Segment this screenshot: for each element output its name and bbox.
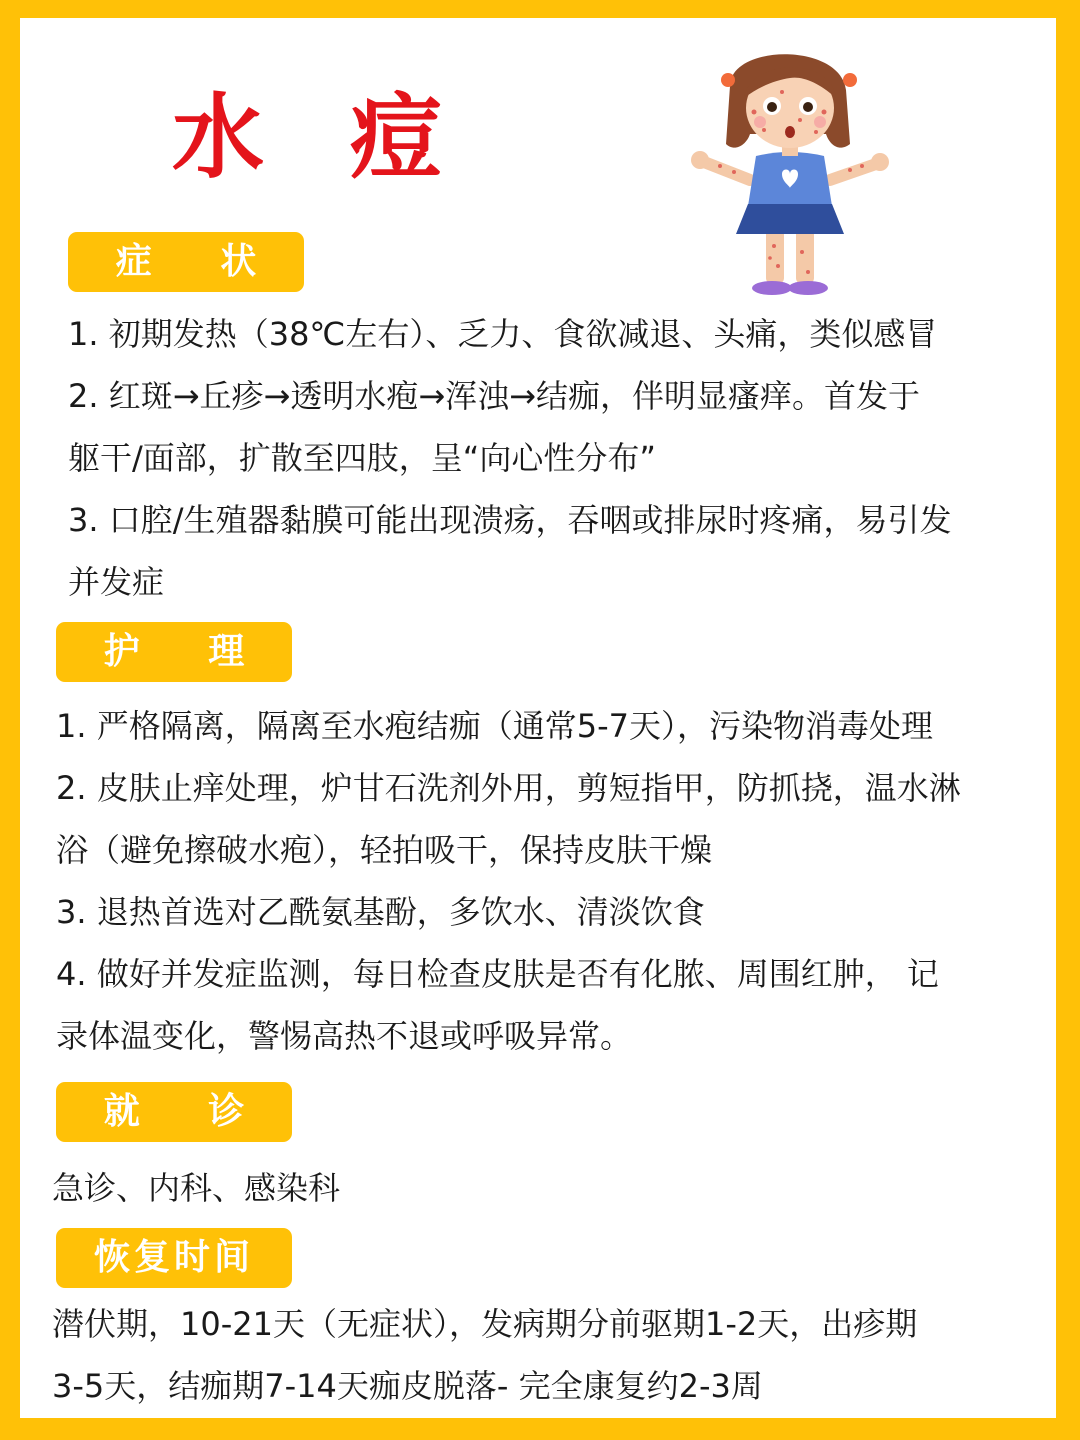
care-line-5: 4. 做好并发症监测，每日检查皮肤是否有化脓、周围红肿， 记: [56, 955, 939, 993]
symptoms-heading: 症 状: [68, 232, 304, 292]
care-line-3: 浴（避免擦破水疱），轻拍吸干，保持皮肤干燥: [56, 831, 713, 869]
recovery-heading: 恢复时间: [56, 1228, 292, 1288]
care-line-4: 3. 退热首选对乙酰氨基酚，多饮水、清淡饮食: [56, 893, 705, 931]
care-heading: 护 理: [56, 622, 292, 682]
care-line-6: 录体温变化，警惕高热不退或呼吸异常。: [56, 1017, 633, 1055]
title-char-1: 水: [172, 84, 265, 191]
care-line-1: 1. 严格隔离，隔离至水疱结痂（通常5-7天），污染物消毒处理: [56, 707, 933, 745]
symptoms-line-3: 躯干/面部，扩散至四肢，呈“向心性分布”: [68, 439, 656, 477]
symptoms-line-1: 1. 初期发热（38℃左右）、乏力、食欲减退、头痛，类似感冒: [68, 315, 938, 353]
girl-with-chickenpox-icon: [690, 34, 890, 298]
symptoms-line-2: 2. 红斑→丘疹→透明水疱→浑浊→结痂，伴明显瘙痒。首发于: [68, 377, 920, 415]
symptoms-line-4: 3. 口腔/生殖器黏膜可能出现溃疡，吞咽或排尿时疼痛，易引发: [68, 501, 952, 539]
recovery-line-2: 3-5天，结痂期7-14天痂皮脱落- 完全康复约2-3周: [52, 1367, 763, 1405]
care-line-2: 2. 皮肤止痒处理，炉甘石洗剂外用，剪短指甲，防抓挠，温水淋: [56, 769, 961, 807]
clinic-heading: 就 诊: [56, 1082, 292, 1142]
clinic-line-1: 急诊、内科、感染科: [52, 1169, 341, 1207]
recovery-line-1: 潜伏期，10-21天（无症状），发病期分前驱期1-2天，出疹期: [52, 1305, 918, 1343]
symptoms-line-5: 并发症: [68, 563, 165, 601]
title-char-2: 痘: [350, 84, 443, 191]
